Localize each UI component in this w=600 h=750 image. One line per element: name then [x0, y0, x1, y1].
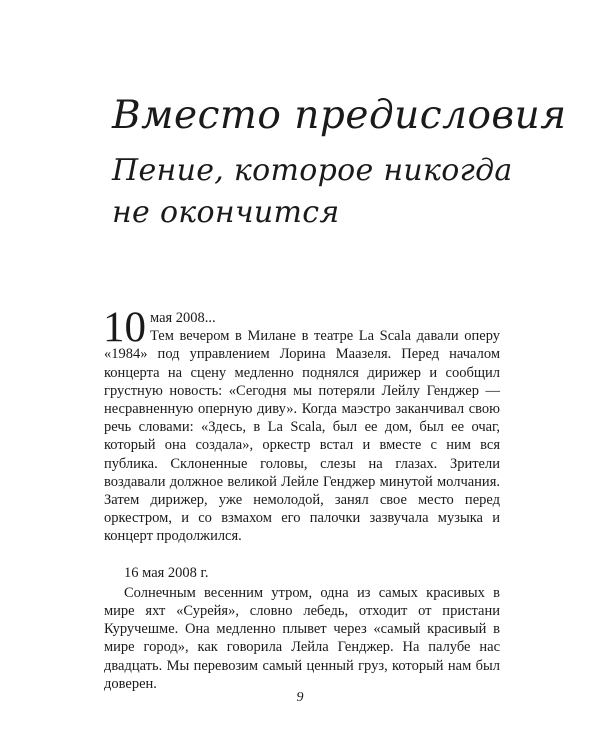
body-text [103, 304, 500, 693]
drop-cap: 10 [103, 304, 146, 351]
date-heading-1: мая 2008... [150, 310, 216, 326]
page-number: 9 [296, 690, 304, 705]
paragraph-gap [104, 546, 500, 564]
subtitle-line: не окончится [112, 195, 340, 230]
date-heading-2: 16 мая 2008 г. [124, 564, 209, 581]
chapter-title: Вместо предисловия [112, 93, 567, 138]
chapter-subtitle [112, 150, 512, 234]
paragraph-1 [103, 304, 500, 546]
paragraph-1-text: Тем вечером в Милане в театре La Scala давали оперу «1984» под управлением Лорина Маазеля. Перед началом концерта на сцену медленно поднялся дирижер и сообщил грустную новость: «Сегодня мы потеряли Лейлу Генджер — несравненную оперную диву». Когда маэстро заканчивал свою речь словами: «Здесь, в La Scala, был ее дом, был ее очаг, который она создала», оркестр встал и вместе с ним вся публика. Склоненные головы, слезы на глазах. Зрители воздавали должное великой Лейле Генджер минутой молчания. Затем дирижер, уже немолодой, занял свое место перед оркестром, и со взмахом его палочки зазвучала музыка и концерт продолжился. [104, 328, 500, 545]
paragraph-2: Солнечным весенним утром, одна из самых красивых в мире яхт «Сурейя», словно лебедь, отходит от пристани Куручешме. Она медленно плывет через «самый красивый в мире город», как говорила Лейла Генджер. На палубе нас двадцать. Мы перевозим самый ценный груз, который нам был доверен. [104, 584, 500, 692]
subtitle-line: Пение, которое никогда [112, 153, 513, 188]
